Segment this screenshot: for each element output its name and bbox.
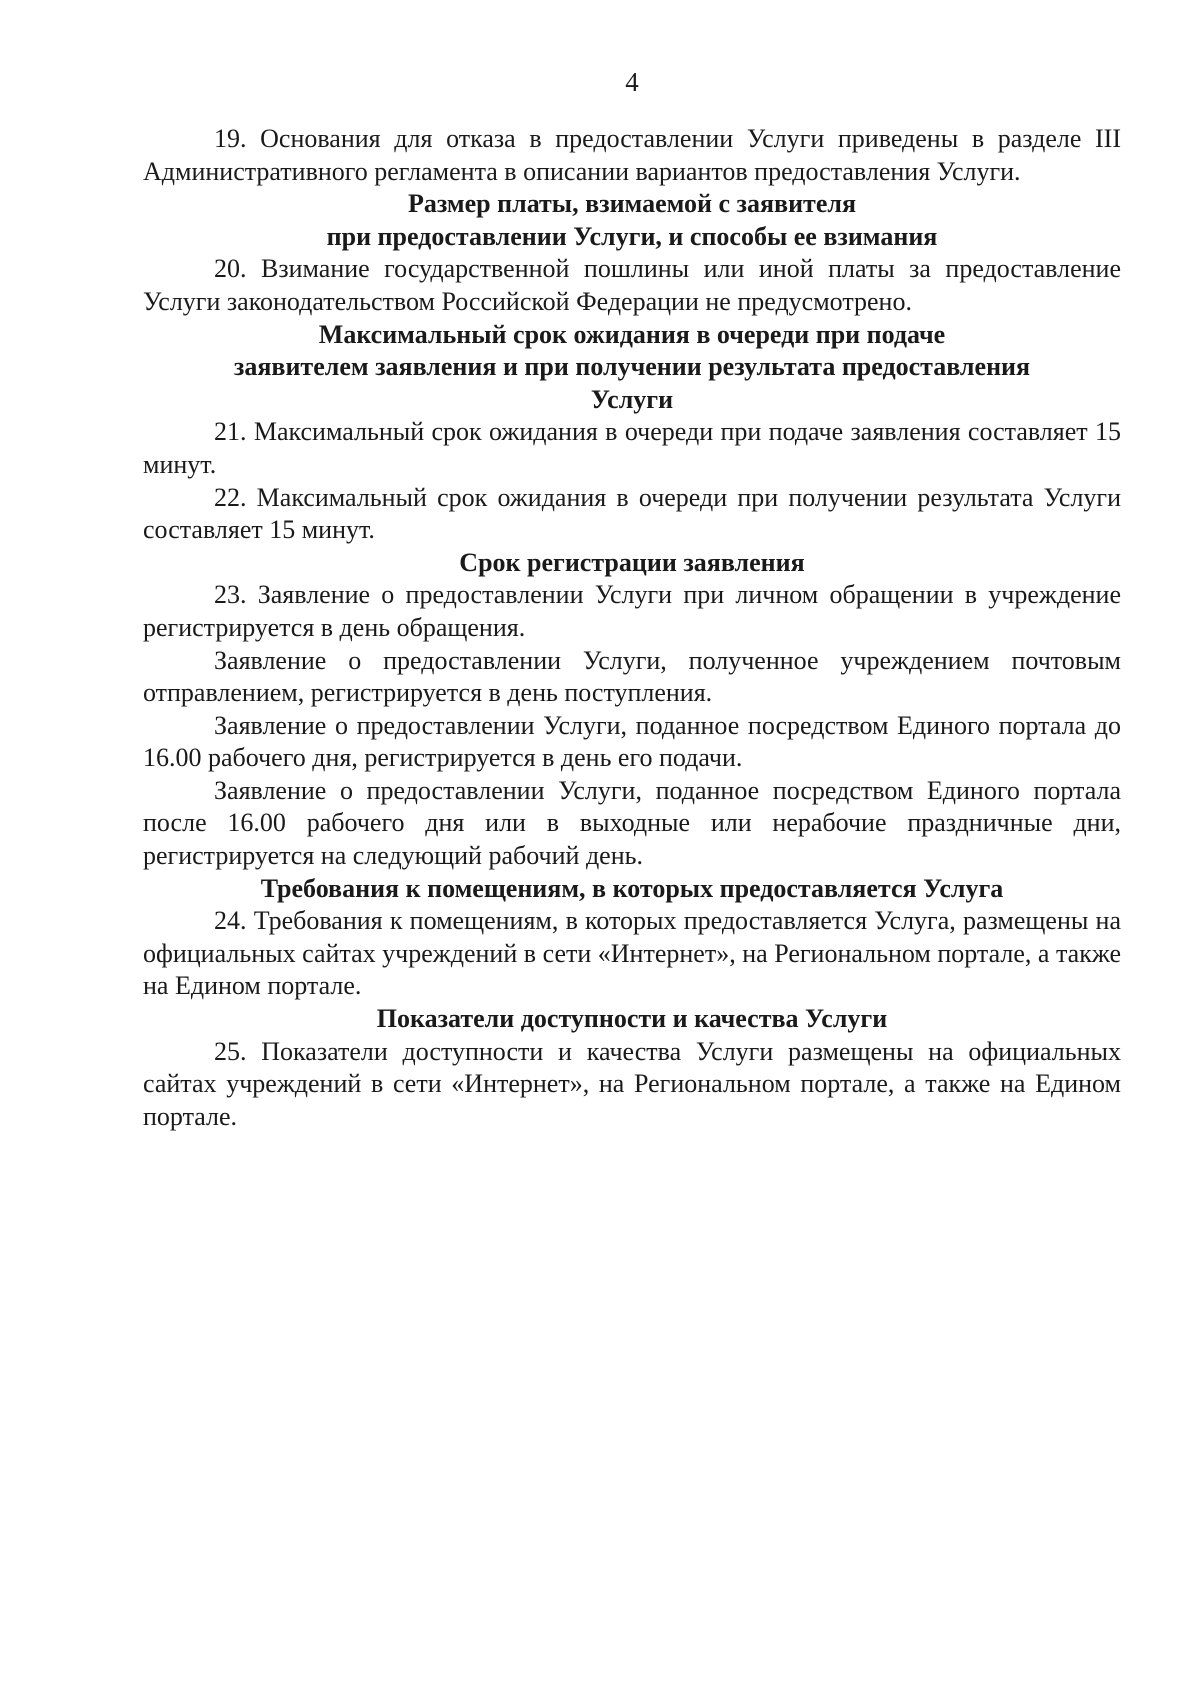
paragraph-24: 24. Требования к помещениям, в которых предоставляется Услуга, размещены на официальных сайтах учреждений в сети «Интернет», на Региональном портале, а также на Едином портале. — [143, 906, 1121, 1001]
heading-line: Показатели доступности и качества Услуги — [376, 1004, 888, 1034]
section-24 — [143, 873, 1121, 1003]
heading-line: Размер платы, взимаемой с заявителя — [407, 189, 857, 219]
paragraph-20: 20. Взимание государственной пошлины или иной платы за предоставление Услуги законодательством Российской Федерации не предусмотрено. — [143, 254, 1121, 316]
paragraph-23: 23. Заявление о предоставлении Услуги при личном обращении в учреждение регистрируется в день обращения. — [143, 580, 1121, 642]
paragraph-22: 22. Максимальный срок ожидания в очереди при получении результата Услуги составляет 15 минут. — [143, 482, 1121, 545]
heading-line: при предоставлении Услуги, и способы ее взимания — [326, 221, 938, 251]
heading-line: Срок регистрации заявления — [459, 547, 805, 577]
paragraph-25: 25. Показатели доступности и качества Услуги размещены на официальных сайтах учреждений в сети «Интернет», на Региональном портале, а также на Едином портале. — [143, 1036, 1121, 1131]
section-23 — [143, 547, 1121, 873]
section-20 — [143, 188, 1121, 318]
paragraph-23-portal-before: Заявление о предоставлении Услуги, поданное посредством Единого портала до 16.00 рабочего дня, регистрируется в день его подачи. — [143, 710, 1121, 773]
section-heading-quality — [143, 1003, 1121, 1036]
heading-line: Услуги — [590, 384, 674, 414]
section-heading-registration — [143, 547, 1121, 580]
paragraph-19: 19. Основания для отказа в предоставлении Услуги приведены в разделе III Административного регламента в описании вариантов предоставления Услуги. — [143, 124, 1121, 186]
heading-line: заявителем заявления и при получении результата предоставления — [233, 352, 1031, 382]
section-heading-premises — [143, 873, 1121, 906]
heading-line: Максимальный срок ожидания в очереди при подаче — [318, 319, 946, 349]
section-21 — [143, 319, 1121, 547]
paragraph-23-portal-after: Заявление о предоставлении Услуги, поданное посредством Единого портала после 16.00 рабочего дня или в выходные или нерабочие праздничные дни, регистрируется на следующий рабочий день. — [143, 775, 1121, 871]
paragraph-23-postal: Заявление о предоставлении Услуги, полученное учреждением почтовым отправлением, регистрируется в день поступления. — [143, 645, 1121, 708]
section-19 — [143, 123, 1121, 188]
document-body — [143, 123, 1121, 1133]
paragraph-21: 21. Максимальный срок ожидания в очереди при подаче заявления составляет 15 минут. — [143, 417, 1121, 479]
section-25 — [143, 1003, 1121, 1133]
heading-line: Требования к помещениям, в которых предоставляется Услуга — [260, 873, 1004, 903]
page-number: 4 — [625, 67, 639, 97]
section-heading-queue-wait — [143, 319, 1121, 417]
section-heading-fee — [143, 188, 1121, 253]
